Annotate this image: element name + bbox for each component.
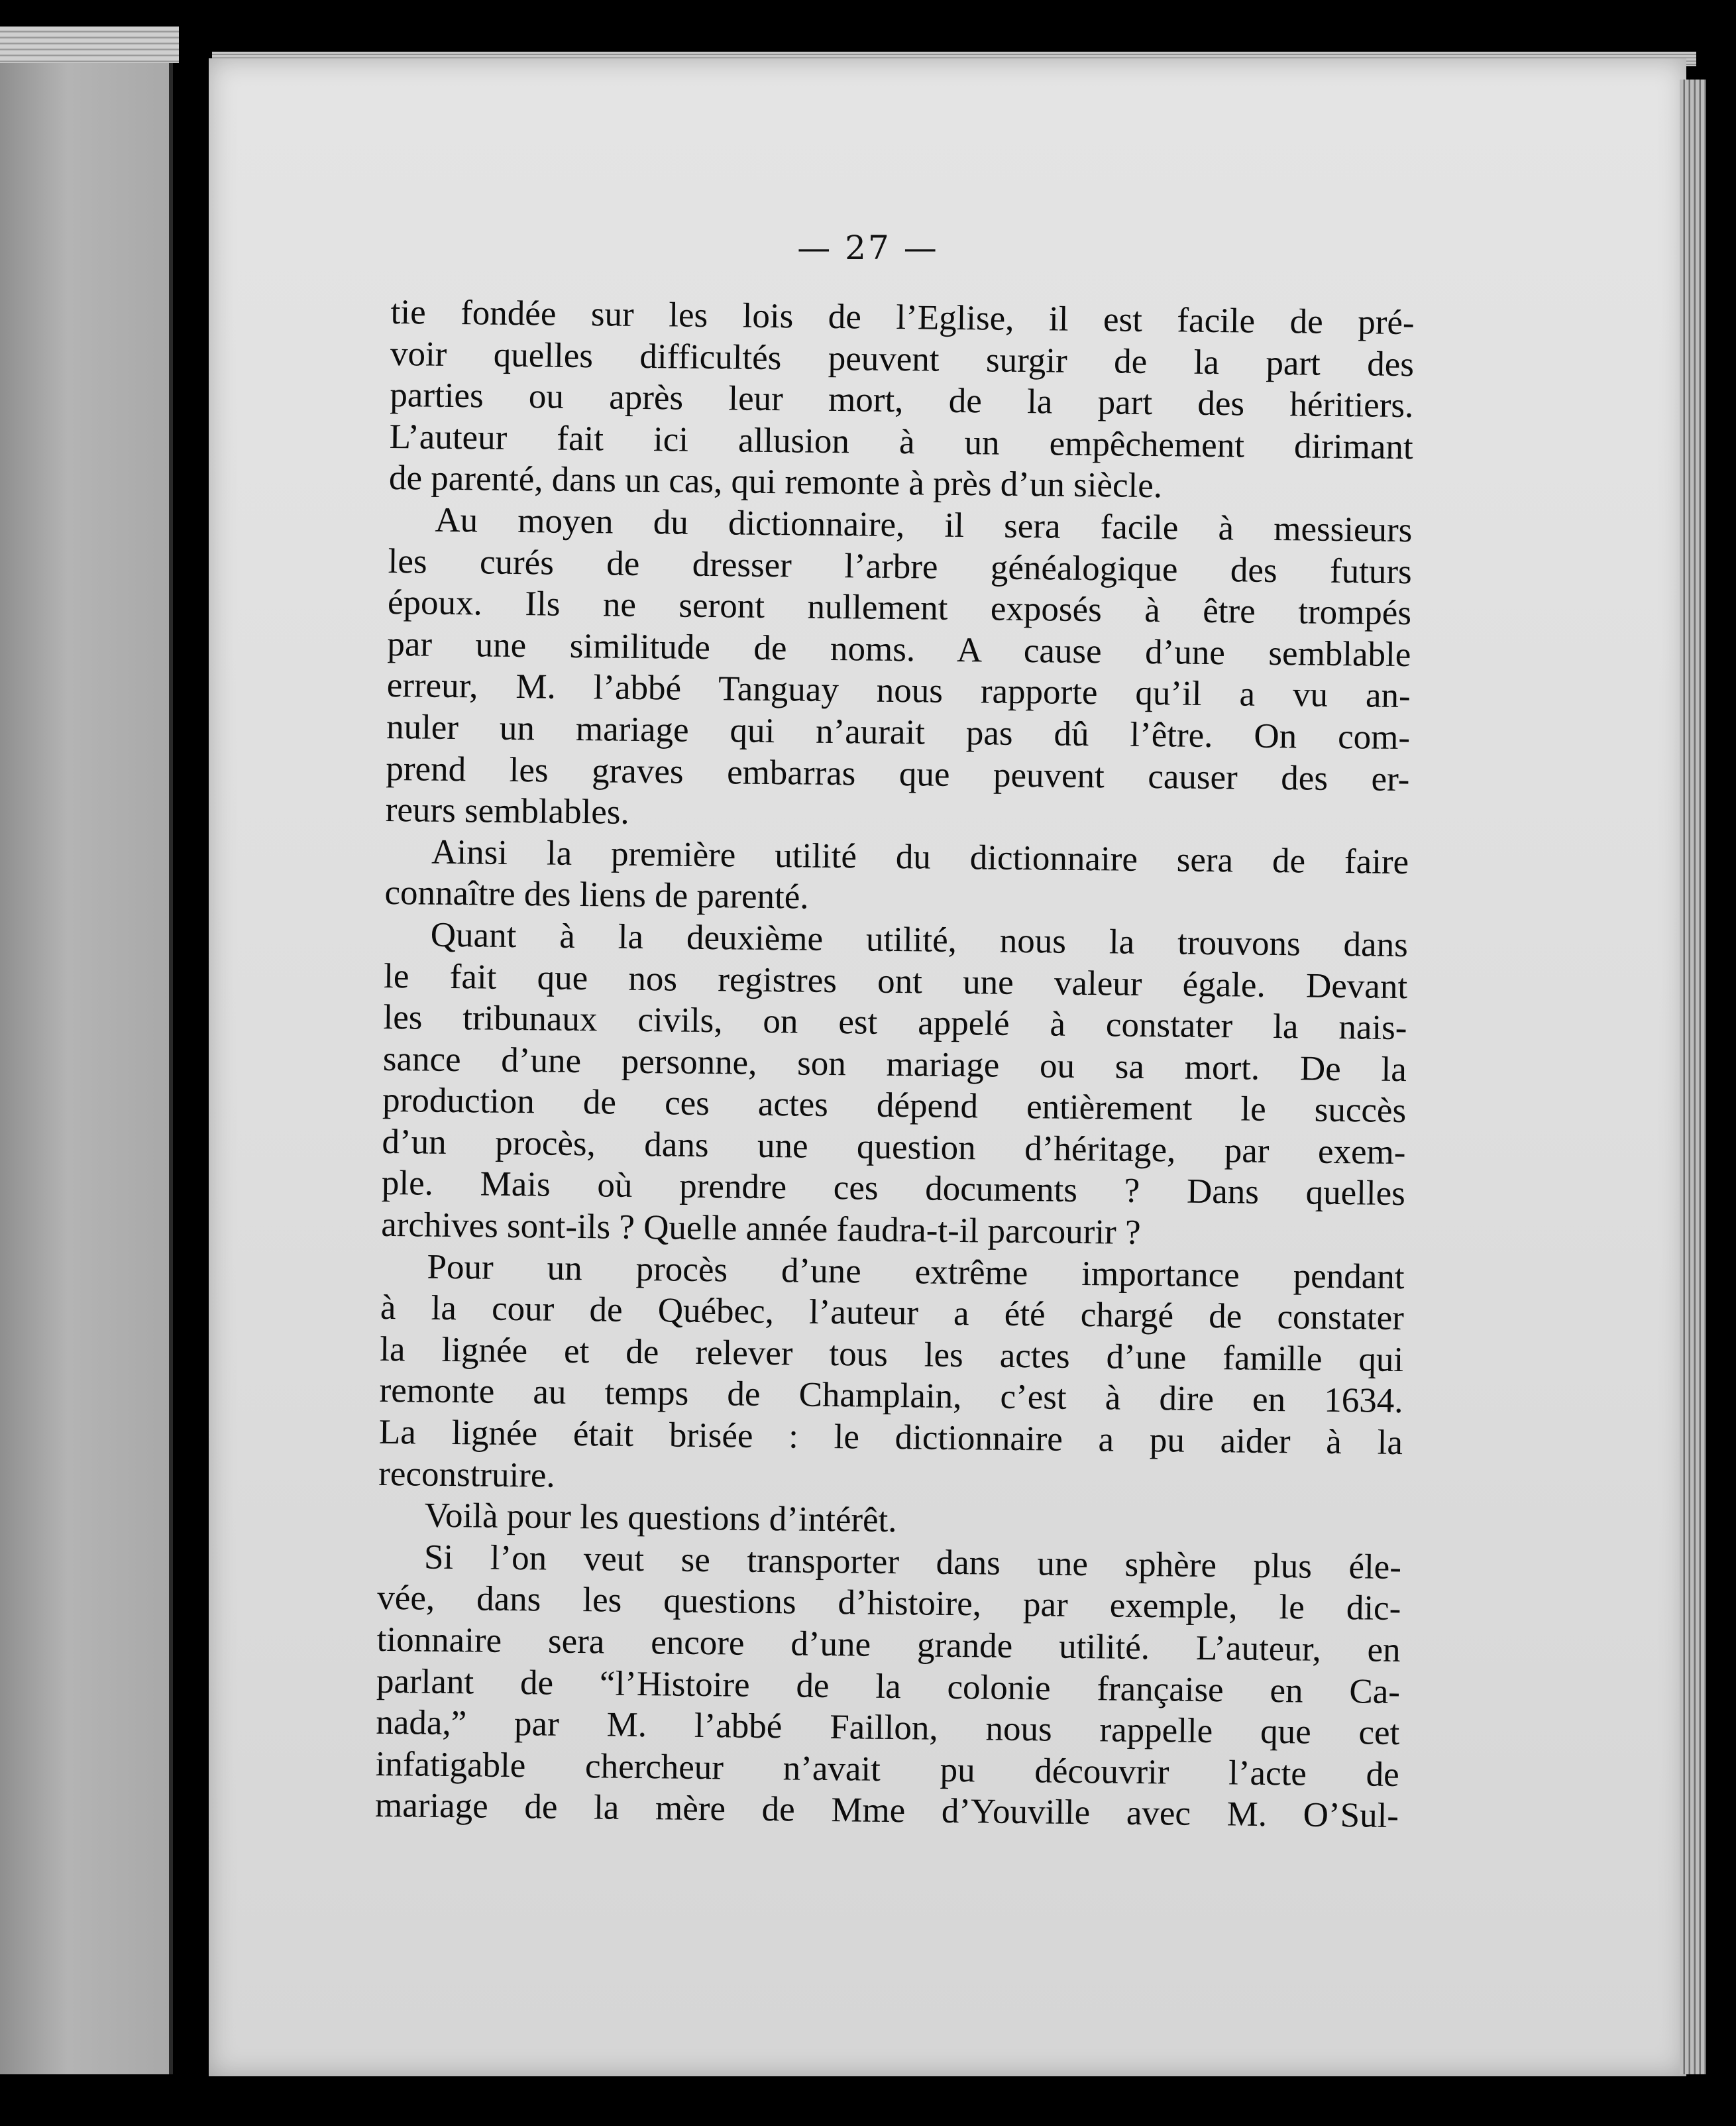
text-line: de parenté, dans un cas, qui remonte à près d’un siècle. <box>388 459 1163 506</box>
text-line: nuler un mariage qui n’aurait pas dû l’être. On com- <box>386 707 1411 757</box>
text-line: prend les graves embarras que peuvent causer des er- <box>386 749 1410 799</box>
page-right-edge <box>1680 80 1706 2074</box>
text-line: voir quelles difficultés peuvent surgir de la part des <box>390 334 1415 384</box>
text-line: Au moyen du dictionnaire, il sera facile à messieurs <box>435 500 1413 550</box>
text-line: parlant de “l’Histoire de la colonie française en Ca- <box>376 1661 1401 1711</box>
text-line: nada,” par M. l’abbé Faillon, nous rappelle que cet <box>376 1703 1400 1753</box>
text-line: la lignée et de relever tous les actes d’une famille qui <box>379 1329 1404 1379</box>
text-line: La lignée était brisée : le dictionnaire a pu aider à la <box>378 1412 1403 1463</box>
text-line: Pour un procès d’une extrême importance pendant <box>427 1247 1405 1296</box>
text-line: sance d’une personne, son mariage ou sa mort. De la <box>382 1039 1407 1089</box>
facing-page <box>0 27 173 2074</box>
text-line: archives sont-ils ? Quelle année faudra-t-il parcourir ? <box>380 1205 1141 1252</box>
text-line: à la cour de Québec, l’auteur a été chargé de constater <box>380 1288 1405 1338</box>
text-line: Ainsi la première utilité du dictionnaire sera de faire <box>431 832 1409 881</box>
page-number: — 27 — <box>797 229 939 267</box>
text-line: Si l’on veut se transporter dans une sphère plus éle- <box>423 1538 1402 1587</box>
text-line: Voilà pour les questions d’intérêt. <box>424 1496 897 1540</box>
text-line: tie fondée sur les lois de l’Eglise, il est facile de pré- <box>390 292 1415 343</box>
text-line: infatigable chercheur n’avait pu découvrir l’acte de <box>375 1744 1399 1794</box>
text-line: les curés de dresser l’arbre généalogique des futurs <box>388 541 1412 591</box>
page-stack-edge <box>0 27 179 63</box>
body-text <box>375 292 1415 1837</box>
text-line: erreur, M. l’abbé Tanguay nous rapporte qu’il a vu an- <box>386 666 1411 716</box>
text-line: les tribunaux civils, on est appelé à constater la nais- <box>383 998 1407 1048</box>
text-line: vée, dans les questions d’histoire, par exemple, le dic- <box>377 1579 1401 1628</box>
text-line: connaître des liens de parenté. <box>384 873 809 917</box>
text-line: ple. Mais où prendre ces documents ? Dans quelles <box>381 1164 1406 1213</box>
text-line: époux. Ils ne seront nullement exposés à être trompés <box>387 583 1412 633</box>
text-line: parties ou après leur mort, de la part des héritiers. <box>390 376 1414 425</box>
text-line: L’auteur fait ici allusion à un empêchement dirimant <box>389 417 1413 467</box>
text-line: d’un procès, dans une question d’héritage, par exem- <box>382 1122 1406 1172</box>
text-line: le fait que nos registres ont une valeur égale. Devant <box>383 956 1408 1006</box>
text-line: Quant à la deuxième utilité, nous la trouvons dans <box>430 915 1409 965</box>
text-line: tionnaire sera encore d’une grande utilité. L’auteur, en <box>376 1620 1401 1670</box>
text-line: remonte au temps de Champlain, c’est à dire en 1634. <box>379 1371 1403 1421</box>
text-line: production de ces actes dépend entièrement le succès <box>382 1081 1407 1131</box>
text-line: mariage de la mère de Mme d’Youville avec M. O’Sul- <box>374 1786 1399 1836</box>
text-line: reurs semblables. <box>385 791 630 832</box>
text-line: par une similitude de noms. A cause d’une semblable <box>387 624 1411 674</box>
text-line: reconstruire. <box>378 1454 555 1495</box>
